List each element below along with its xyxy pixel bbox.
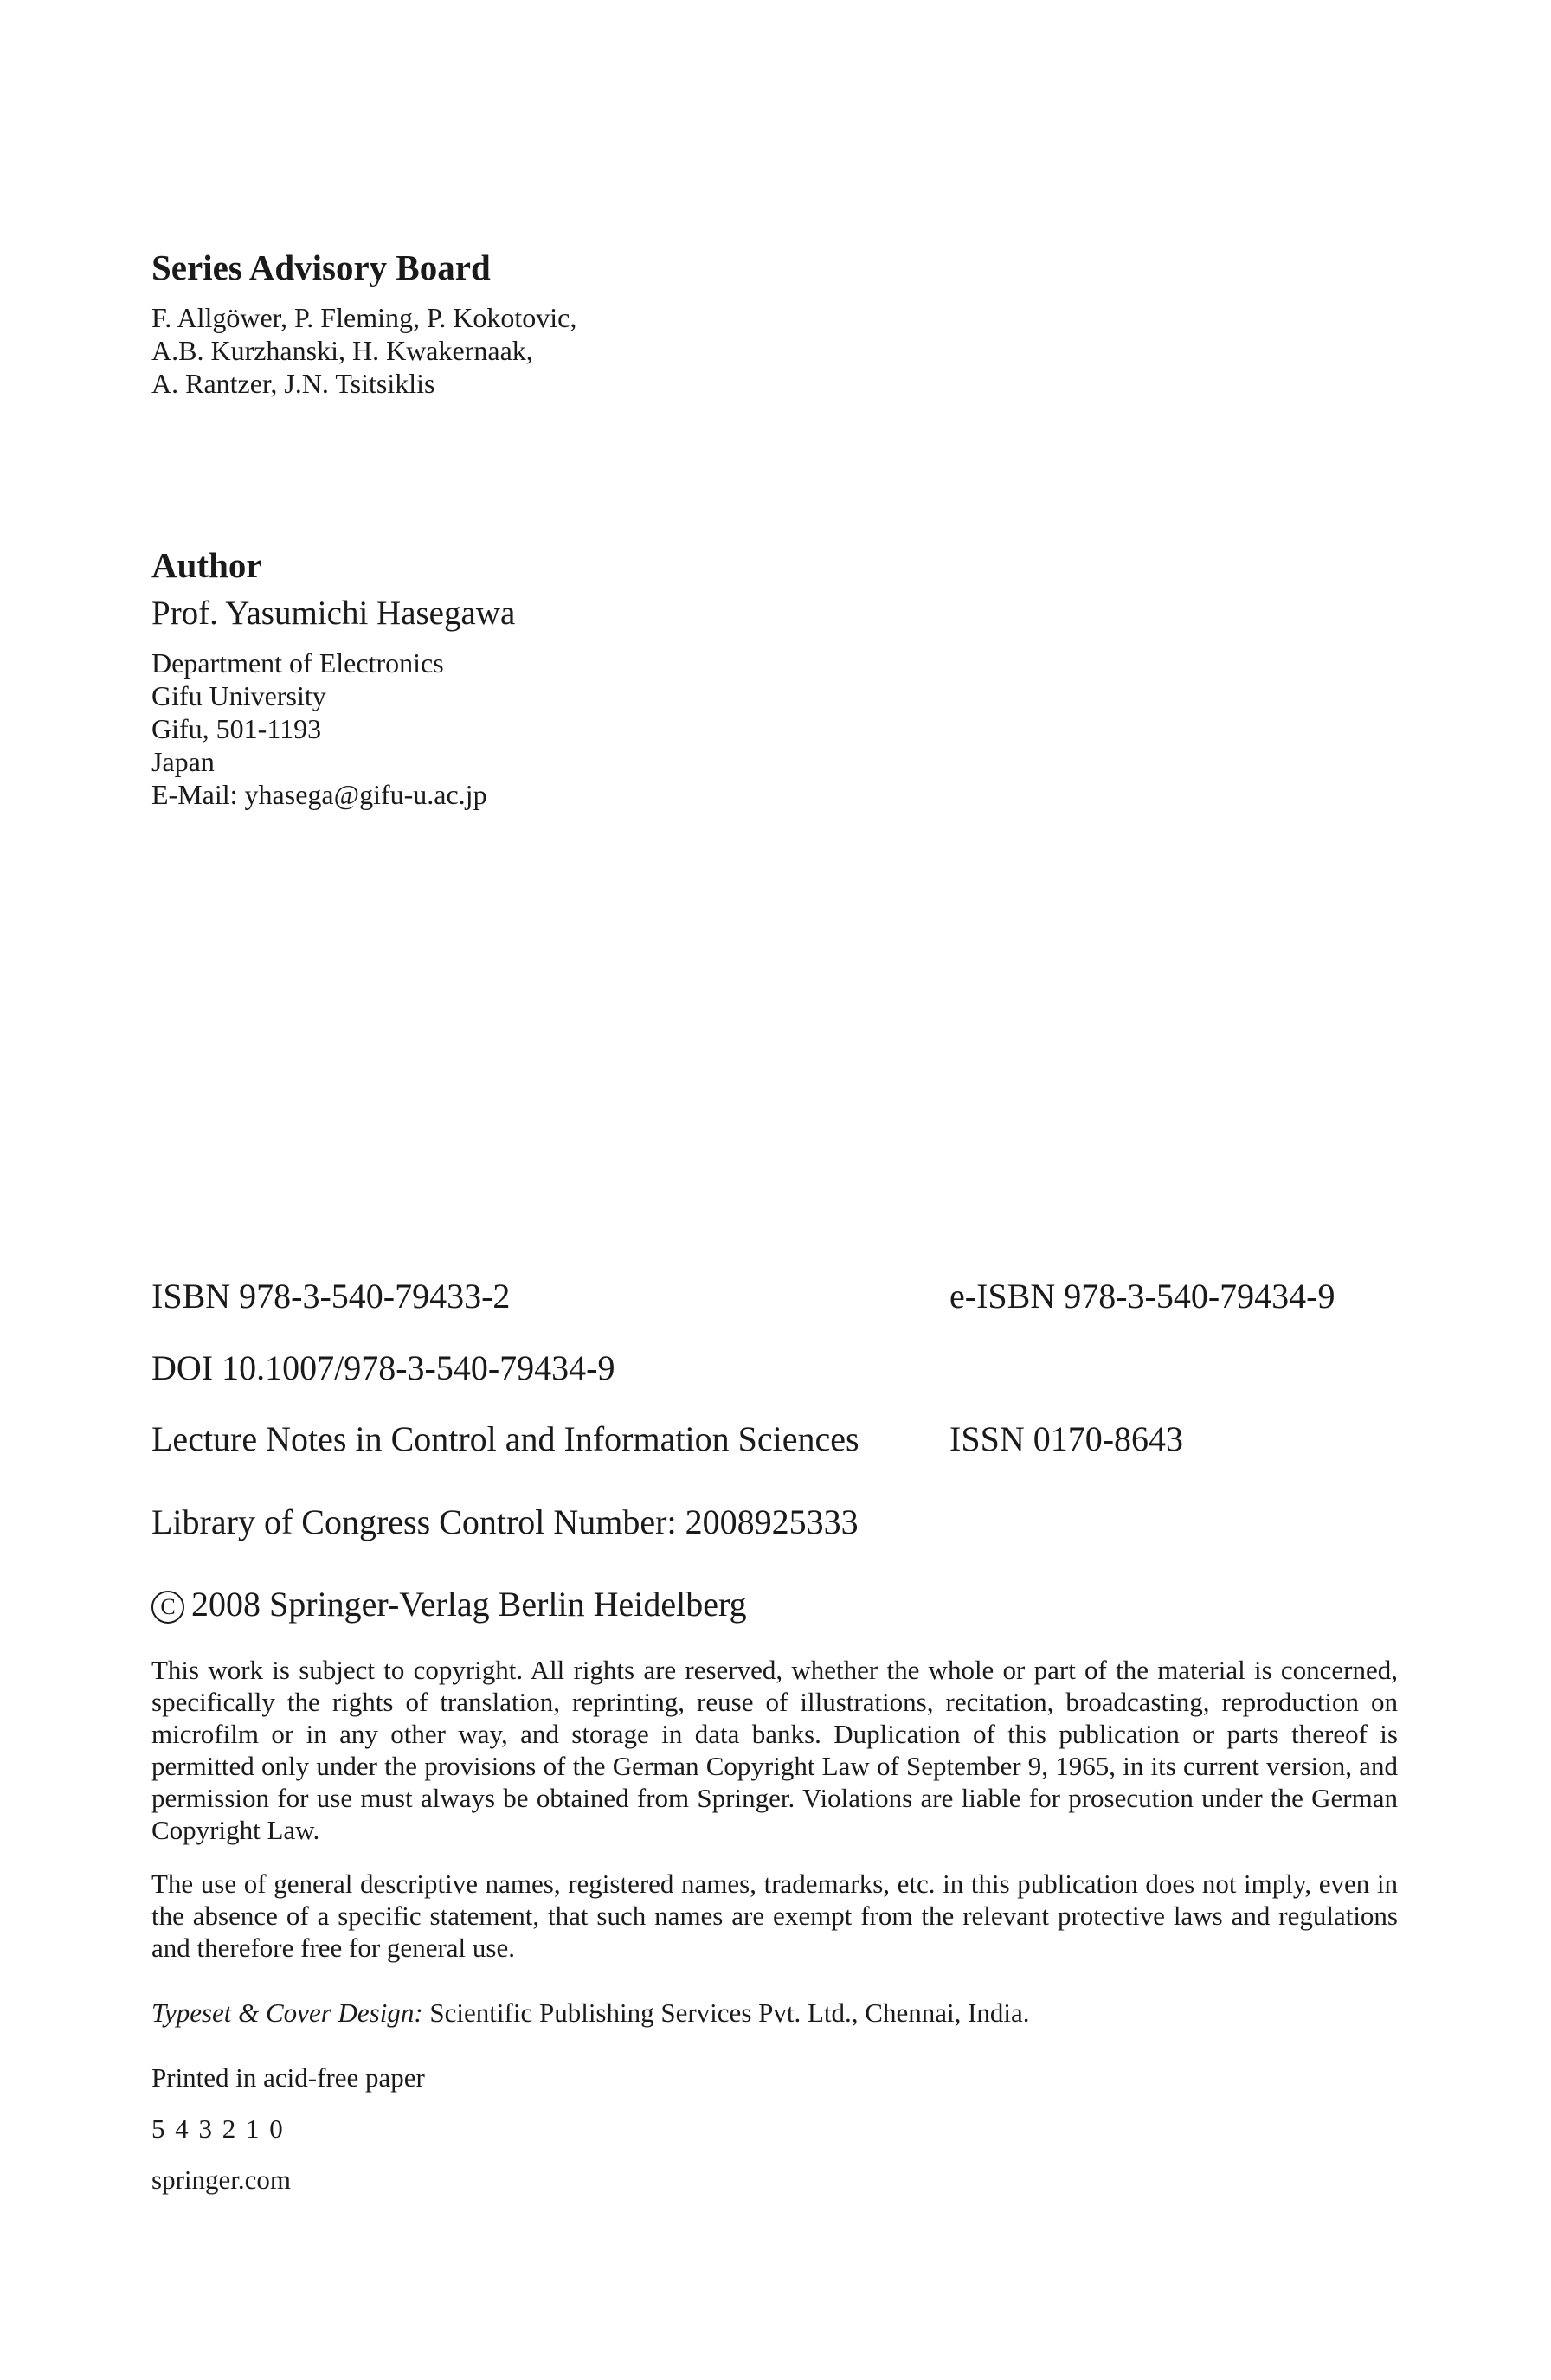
advisory-members [151, 301, 576, 400]
author-heading: Author [151, 545, 262, 585]
isbn: ISBN 978-3-540-79433-2 [151, 1277, 511, 1315]
copyright-notice: This work is subject to copyright. All rights are reserved, whether the whole or part of the material is concerned, specifically the rights of translation, reprinting, reuse of illustrations, recitation, broadcasting, reproduction on microfilm or in any other way, and storage in data banks. Duplication of this publication or parts thereof is permitted only under the provisions of the German Copyright Law of September 9, 1965, in its current version, and permission for use must always be obtained from Springer. Violations are liable for prosecution under the German Copyright Law. [151, 1655, 1398, 1845]
copyright-line [151, 1584, 747, 1624]
typeset-credit [151, 1997, 1030, 2029]
author-line: Department of Electronics [151, 647, 444, 679]
eisbn: e-ISBN 978-3-540-79434-9 [949, 1277, 1335, 1315]
website-link[interactable]: springer.com [151, 2165, 291, 2195]
series-title: Lecture Notes in Control and Information Sciences [151, 1419, 859, 1458]
advisory-line: A.B. Kurzhanski, H. Kwakernaak, [151, 335, 533, 366]
doi: DOI 10.1007/978-3-540-79434-9 [151, 1348, 615, 1387]
typeset-label: Typeset & Cover Design: [151, 1997, 423, 2028]
lccn: Library of Congress Control Number: 2008925333 [151, 1502, 859, 1541]
author-line: Gifu, 501-1193 [151, 713, 322, 744]
author-line: Gifu University [151, 680, 326, 711]
advisory-heading: Series Advisory Board [151, 248, 491, 287]
advisory-line: F. Allgöwer, P. Fleming, P. Kokotovic, [151, 302, 577, 333]
author-line: Japan [151, 746, 215, 777]
copyright-text: 2008 Springer-Verlag Berlin Heidelberg [191, 1585, 747, 1624]
trademark-notice: The use of general descriptive names, registered names, trademarks, etc. in this publication does not imply, even in the absence of a specific statement, that such names are exempt from the relevant protective laws and regulations and therefore free for general use. [151, 1869, 1398, 1963]
copyright-icon: C [151, 1591, 184, 1624]
author-name: Prof. Yasumichi Hasegawa [151, 595, 516, 632]
advisory-line: A. Rantzer, J.N. Tsitsiklis [151, 368, 435, 399]
printed-note: Printed in acid-free paper [151, 2062, 425, 2093]
typeset-value: Scientific Publishing Services Pvt. Ltd., Chennai, India. [429, 1997, 1030, 2028]
author-address [151, 646, 487, 811]
print-line: 5 4 3 2 1 0 [151, 2113, 285, 2144]
author-email[interactable]: E-Mail: yhasega@gifu-u.ac.jp [151, 779, 487, 810]
issn: ISSN 0170-8643 [949, 1419, 1184, 1458]
